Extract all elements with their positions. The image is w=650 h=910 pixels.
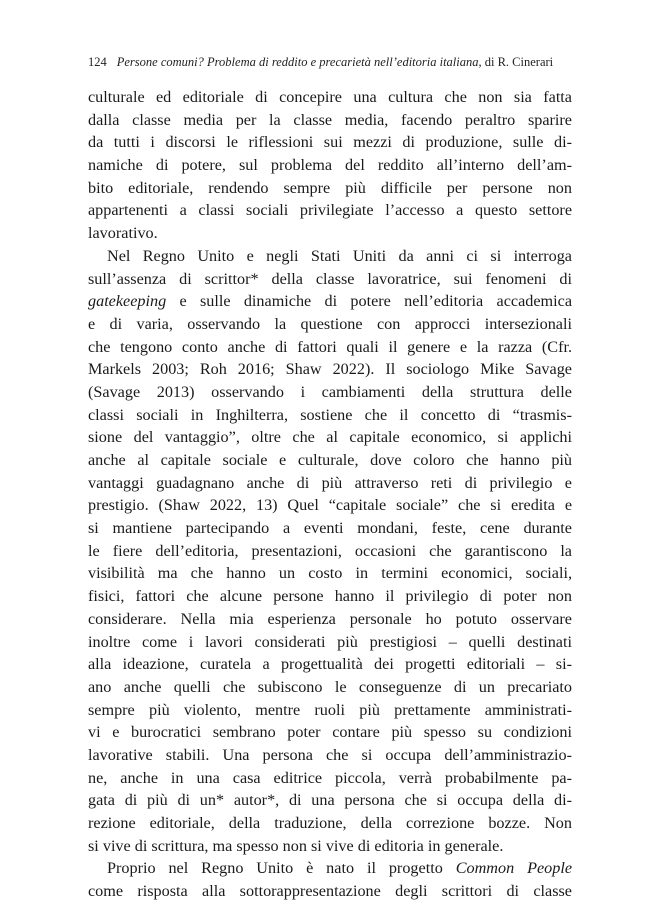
text-line — [88, 721, 572, 744]
text-line — [88, 86, 572, 109]
text-run: e sulle dinamiche di potere nell’editoria accademica — [166, 292, 572, 311]
text-line — [88, 449, 572, 472]
text-run: Markels 2003; Roh 2016; Shaw 2022). Il sociologo Mike Savage — [88, 360, 572, 379]
text-run: fisici, fattori che alcune persone hanno il privilegio di poter non — [88, 587, 572, 606]
text-line — [88, 494, 572, 517]
text-run: ne, anche in una casa editrice piccola, verrà probabilmente pa- — [88, 768, 572, 787]
text-line — [88, 177, 572, 200]
text-line — [88, 290, 572, 313]
book-title: Persone comuni? Problema di reddito e precarietà nell’editoria italiana — [116, 55, 479, 69]
text-line — [88, 336, 572, 359]
text-run: si mantiene partecipando a eventi mondani, feste, cene durante — [88, 519, 572, 538]
text-line — [88, 744, 572, 767]
text-run: sione del vantaggio”, oltre che al capitale economico, si applichi — [88, 428, 572, 447]
author-credit: , di R. Cinerari — [478, 55, 554, 69]
text-run: alla ideazione, curatela a progettualità dei progetti editoriali – si- — [88, 655, 572, 674]
text-run: (Savage 2013) osservando i cambiamenti della struttura delle — [88, 382, 572, 401]
text-run: classi sociali in Inghilterra, sostiene che il concetto di “trasmis- — [88, 405, 572, 424]
text-line — [88, 154, 572, 177]
text-run: dalla classe media per la classe media, facendo peraltro sparire — [88, 110, 572, 129]
text-run: lavorativo. — [88, 224, 158, 243]
text-line — [88, 540, 572, 563]
text-run: visibilità ma che hanno un costo in termini economici, sociali, — [88, 564, 572, 583]
text-line — [88, 381, 572, 404]
text-line — [88, 313, 572, 336]
text-run: considerare. Nella mia esperienza personale ho potuto osservare — [88, 609, 572, 628]
text-run: le fiere dell’editoria, presentazioni, occasioni che garantiscono la — [88, 541, 572, 560]
text-run: da tutti i discorsi le riflessioni sui mezzi di produzione, sulle di- — [88, 133, 572, 152]
text-line — [88, 517, 572, 540]
text-run: come risposta alla sottorappresentazione degli scrittori di classe — [88, 882, 572, 901]
text-line — [88, 789, 572, 812]
text-run: si vive di scrittura, ma spesso non si vive di editoria in generale. — [88, 836, 504, 855]
text-run: lavorative stabili. Una persona che si occupa dell’amministrazio- — [88, 745, 572, 764]
text-line — [88, 676, 572, 699]
text-line — [88, 268, 572, 291]
text-run: bito editoriale, rendendo sempre più difficile per persone non — [88, 178, 572, 197]
text-line — [88, 767, 572, 790]
text-run: e di varia, osservando la questione con approcci intersezionali — [88, 314, 572, 333]
text-run: vi e burocratici sembrano poter contare più spesso su condizioni — [88, 723, 572, 742]
text-line — [88, 585, 572, 608]
text-run: prestigio. (Shaw 2022, 13) Quel “capitale sociale” che si eredita e — [88, 496, 572, 515]
page-number: 124 — [88, 55, 107, 69]
text-line — [88, 699, 572, 722]
text-line — [88, 245, 572, 268]
text-run: Proprio nel Regno Unito è nato il progetto — [107, 859, 456, 878]
text-line — [88, 562, 572, 585]
text-line — [88, 812, 572, 835]
text-run: ano anche quelli che subiscono le conseguenze di un precariato — [88, 677, 572, 696]
text-line — [88, 653, 572, 676]
text-line — [88, 880, 572, 903]
text-run: gata di più di un* autor*, di una persona che si occupa della di- — [88, 791, 572, 810]
italic-phrase: Common People — [455, 859, 572, 878]
text-line — [88, 857, 572, 880]
text-line — [88, 131, 572, 154]
text-run: sull’assenza di scrittor* della classe lavoratrice, sui fenomeni di — [88, 269, 572, 288]
text-run: appartenenti a classi sociali privilegiate l’accesso a questo settore — [88, 201, 572, 220]
text-line — [88, 404, 572, 427]
body-text — [88, 86, 572, 903]
text-run: sempre più violento, mentre ruoli più prettamente amministrati- — [88, 700, 572, 719]
text-line — [88, 222, 572, 245]
text-run: rezione editoriale, della traduzione, della correzione bozze. Non — [88, 814, 572, 832]
text-line — [88, 631, 572, 654]
text-run: Nel Regno Unito e negli Stati Uniti da anni ci si interroga — [107, 246, 572, 265]
text-run: inoltre come i lavori considerati più prestigiosi – quelli destinati — [88, 632, 572, 651]
text-run: vantaggi guadagnano anche di più attraverso reti di privilegio e — [88, 473, 572, 492]
running-head — [88, 52, 572, 72]
text-run: anche al capitale sociale e culturale, dove coloro che hanno più — [88, 451, 572, 469]
text-line — [88, 608, 572, 631]
text-run: namiche di potere, sul problema del reddito all’interno dell’am- — [88, 156, 572, 175]
italic-phrase: gatekeeping — [88, 292, 167, 311]
text-line — [88, 835, 572, 858]
text-line — [88, 199, 572, 222]
text-run: culturale ed editoriale di concepire una cultura che non sia fatta — [88, 88, 572, 106]
text-line — [88, 109, 572, 132]
text-line — [88, 472, 572, 495]
text-line — [88, 358, 572, 381]
text-line — [88, 426, 572, 449]
text-run: che tengono conto anche di fattori quali il genere e la razza (Cfr. — [88, 337, 572, 356]
